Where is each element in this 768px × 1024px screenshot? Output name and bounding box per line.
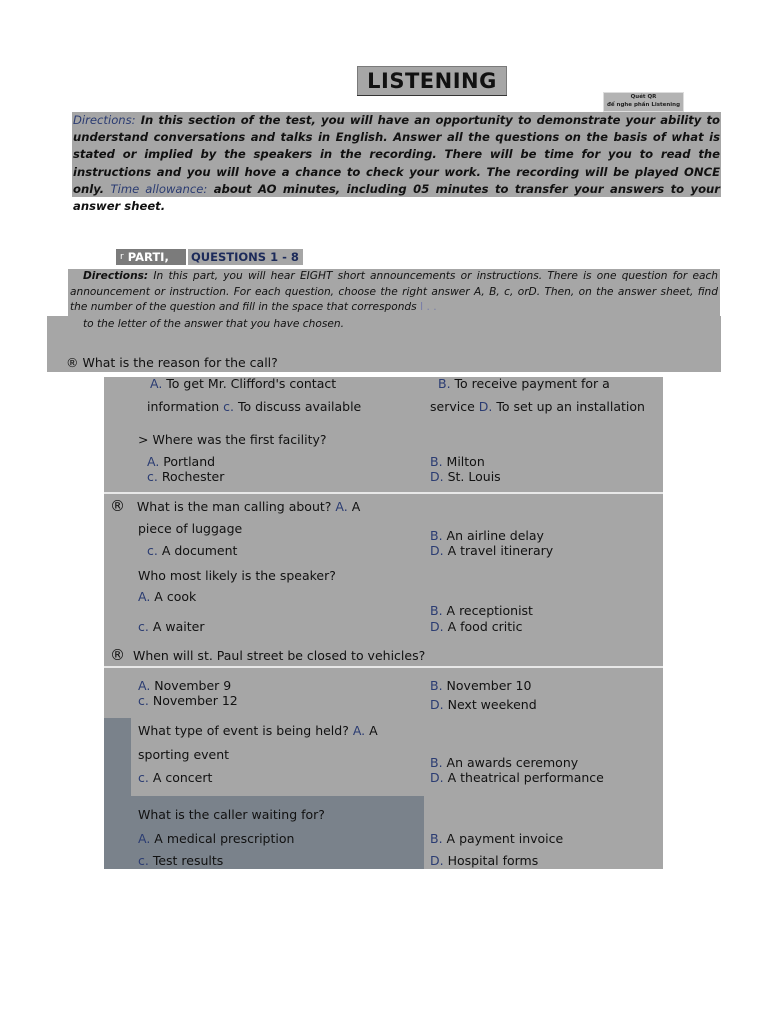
q6-option-a-cont[interactable]: sporting event — [138, 747, 230, 762]
title-underline — [357, 95, 507, 96]
directions-label: Directions: — [73, 113, 136, 127]
question-5: ® When will st. Paul street be closed to vehicles? — [110, 646, 426, 664]
q2-option-c[interactable]: c. Rochester — [147, 469, 225, 484]
question-1 — [66, 355, 278, 370]
dark-highlight-strip — [104, 718, 131, 869]
q6-option-d[interactable]: D. A theatrical performance — [430, 770, 604, 785]
q2-option-a[interactable]: A. Portland — [147, 454, 216, 469]
q5-option-c[interactable]: c. November 12 — [138, 693, 238, 708]
section-directions — [72, 112, 721, 214]
q7-option-a[interactable]: A. A medical prescription — [138, 831, 295, 846]
q1-option-b[interactable]: B. To receive payment for a — [438, 376, 610, 391]
q7-option-b[interactable]: B. A payment invoice — [430, 831, 564, 846]
part-label — [116, 249, 186, 265]
q1-option-d[interactable]: service D. To set up an installation — [430, 399, 645, 414]
part-directions-text: In this part, you will hear EIGHT short announcements or instructions. There is one question for each announcement or instruction. For each question, choose the right answer A, B, c, orD. Then, on the answer sheet, find the number of the question and fill in the space that corresponds — [70, 270, 719, 313]
q4-option-d[interactable]: D. A food critic — [430, 619, 523, 634]
q3-option-b[interactable]: B. An airline delay — [430, 528, 544, 543]
part-directions-label: Directions: — [83, 270, 149, 282]
q5-option-d[interactable]: D. Next weekend — [430, 697, 537, 712]
part-directions — [68, 269, 720, 317]
part-directions-mark: I . . — [420, 301, 437, 313]
q1-option-a[interactable]: A. To get Mr. Clifford's contact — [150, 376, 337, 391]
q5-option-a[interactable]: A. November 9 — [138, 678, 232, 693]
q5-option-b[interactable]: B. November 10 — [430, 678, 532, 693]
qr-note-line1: Quét QR — [630, 94, 657, 100]
question-4: Who most likely is the speaker? — [138, 568, 336, 583]
q3-option-a-cont[interactable]: piece of luggage — [138, 521, 243, 536]
qr-note — [603, 92, 684, 112]
q6-option-b[interactable]: B. An awards ceremony — [430, 755, 579, 770]
q1-option-c[interactable]: information c. To discuss available — [147, 399, 362, 414]
part-label-text: PARTI, — [127, 250, 169, 264]
time-allowance-text: about AO minutes, including 05 minutes to transfer your answers to your answer sheet. — [73, 181, 721, 214]
q3-option-c[interactable]: c. A document — [147, 543, 238, 558]
separator-1 — [104, 492, 663, 494]
q4-option-a[interactable]: A. A cook — [138, 589, 197, 604]
time-allowance-label: Time allowance: — [110, 181, 208, 196]
q6-option-c[interactable]: c. A concert — [138, 770, 213, 785]
page-title: LISTENING — [357, 66, 507, 96]
q7-option-c[interactable]: c. Test results — [138, 853, 224, 868]
question-2: > Where was the first facility? — [138, 432, 327, 447]
q4-option-c[interactable]: c. A waiter — [138, 619, 205, 634]
part-questions-range: QUESTIONS 1 - 8 — [188, 249, 303, 265]
q3-option-d[interactable]: D. A travel itinerary — [430, 543, 554, 558]
part-directions-text2: to the letter of the answer that you have chosen. — [83, 318, 344, 330]
separator-2 — [104, 666, 663, 668]
qr-note-line2: để nghe phần Listening — [606, 102, 681, 108]
question-3: ® What is the man calling about? A. A — [110, 497, 361, 515]
q2-option-b[interactable]: B. Milton — [430, 454, 485, 469]
directions-text: In this section of the test, you will have an opportunity to demonstrate your ability to understand conversations and talks in English. Answer all the questions on the basis of what is stated or implied by the speakers in the recording. There will be time for you to read the instructions and you will hove a chance to check your work. The recording will be played ONCE only. — [73, 113, 720, 196]
q7-option-d[interactable]: D. Hospital forms — [430, 853, 539, 868]
q4-option-b[interactable]: B. A receptionist — [430, 603, 533, 618]
q1-marker: ® — [66, 355, 79, 370]
question-7: What is the caller waiting for? — [138, 807, 325, 822]
question-6: What type of event is being held? A. A — [138, 723, 378, 738]
part-mark: r — [120, 252, 124, 262]
q2-option-d[interactable]: D. St. Louis — [430, 469, 501, 484]
q1-text: What is the reason for the call? — [82, 355, 278, 370]
